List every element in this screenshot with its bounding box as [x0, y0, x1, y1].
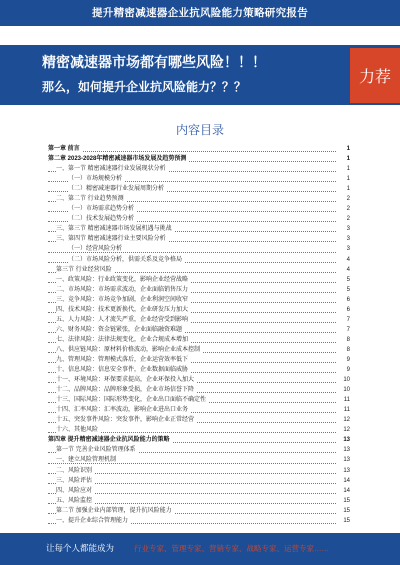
- toc-entry-label: 四、风险应对: [56, 487, 93, 494]
- toc-entry-page: 3: [336, 224, 350, 234]
- toc-entry-label: （二）市场风险分析，供需关系及竞争格局: [68, 256, 183, 263]
- toc-entry-page: 4: [336, 265, 350, 275]
- toc-entry-page: 2: [336, 194, 350, 204]
- toc-entry[interactable]: [48, 164, 350, 174]
- toc-entry-label: 第四章 提升精密减速器企业抗风险能力的策略: [48, 437, 170, 444]
- toc-entry-page: 11: [336, 395, 350, 405]
- toc-entry-label: 一、提升企业综合管理能力: [56, 517, 129, 524]
- toc-entry-label: 六、财务风险：资金链紧张，企业面临融资难题: [56, 326, 183, 333]
- toc-entry[interactable]: [48, 224, 350, 234]
- toc-entry[interactable]: [48, 415, 350, 425]
- toc-entry[interactable]: [48, 265, 350, 275]
- report-title-bar: [0, 0, 400, 26]
- toc-entry[interactable]: [48, 395, 350, 405]
- toc-heading: 内容目录: [175, 123, 224, 137]
- toc-entry-page: 14: [336, 486, 350, 496]
- toc-entry[interactable]: [48, 285, 350, 295]
- toc-entry[interactable]: [48, 365, 350, 375]
- toc-entry[interactable]: [48, 144, 350, 154]
- toc-entry-page: 8: [336, 335, 350, 345]
- toc-entry-page: 2: [336, 214, 350, 224]
- toc-entry-page: 13: [336, 445, 350, 455]
- toc-entry[interactable]: [48, 425, 350, 435]
- footer-slogan: 让每个人都能成为: [46, 543, 115, 553]
- toc-entry-page: 7: [336, 315, 350, 325]
- toc-entry-label: 三、第四节 精密减速器行业主要风险分析: [56, 236, 166, 243]
- toc-entry-label: 十一、环境风险：环保要求提高，企业环保投入加大: [56, 377, 195, 384]
- toc-entry-page: 1: [336, 144, 350, 154]
- toc-entry[interactable]: [48, 305, 350, 315]
- toc-entry-label: 十四、汇率风险：汇率波动，影响企业进出口业务: [56, 407, 189, 414]
- toc-entry[interactable]: [48, 496, 350, 506]
- toc-entry-label: 九、管理风险：管理模式落后，企业运营效率低下: [56, 356, 189, 363]
- toc-entry-label: （一）市场需求趋势分析: [68, 206, 135, 213]
- toc-entry-page: 13: [336, 435, 350, 445]
- toc-entry-label: 第二节 加强企业内部管理，提升抗风险能力: [56, 507, 172, 514]
- toc-entry[interactable]: [48, 204, 350, 214]
- toc-entry[interactable]: [48, 255, 350, 265]
- toc-dot-leader: [48, 151, 336, 152]
- toc-entry-page: 14: [336, 476, 350, 486]
- toc-entry-label: 十二、品牌风险：品牌形象受损，企业市场信誉下降: [56, 387, 195, 394]
- toc-entry-page: 1: [336, 174, 350, 184]
- toc-entry-label: （一）市场规模分析: [68, 176, 123, 183]
- toc-entry[interactable]: [48, 295, 350, 305]
- toc-entry[interactable]: [48, 194, 350, 204]
- toc-entry-label: 一、建立风险管理机制: [56, 457, 117, 464]
- toc-entry[interactable]: [48, 244, 350, 254]
- toc-entry[interactable]: [48, 435, 350, 445]
- toc-entry[interactable]: [48, 405, 350, 415]
- toc-entry[interactable]: [48, 486, 350, 496]
- toc-entry-label: 一、第一节 精密减速器行业发展现状分析: [56, 166, 166, 173]
- toc-entry-page: 3: [336, 234, 350, 244]
- toc-entry-label: 三、风险评估: [56, 477, 93, 484]
- toc-entry-label: 一、政策风险：行业政策变化，影响企业经营战略: [56, 276, 189, 283]
- footer-bar: [0, 533, 400, 565]
- toc-entry[interactable]: [48, 466, 350, 476]
- toc-entry[interactable]: [48, 315, 350, 325]
- toc-entry-page: 4: [336, 255, 350, 265]
- table-of-contents: [48, 144, 350, 526]
- toc-entry[interactable]: [48, 516, 350, 526]
- toc-entry-label: （一）经营风险分析: [68, 246, 123, 253]
- toc-entry-page: 6: [336, 295, 350, 305]
- toc-entry-label: 二、风险识别: [56, 467, 93, 474]
- toc-entry-label: （二）技术发展趋势分析: [68, 216, 135, 223]
- toc-entry-label: 十三、国际风险：国际形势变化，企业出口面临不确定性: [56, 397, 207, 404]
- toc-entry-page: 9: [336, 365, 350, 375]
- toc-entry-label: 第一节 完善企业风险管理体系: [56, 447, 136, 454]
- toc-entry[interactable]: [48, 174, 350, 184]
- toc-entry-page: 1: [336, 184, 350, 194]
- toc-entry-page: 9: [336, 355, 350, 365]
- hero-subheadline: 那么，如何提升企业抗风险能力？？？: [42, 80, 247, 94]
- toc-entry-page: 12: [336, 415, 350, 425]
- toc-entry-label: 三、竞争风险：市场竞争加剧，企业利润空间收窄: [56, 296, 189, 303]
- toc-entry-label: 五、人力风险：人才流失严重，企业经营受到影响: [56, 316, 189, 323]
- toc-entry[interactable]: [48, 445, 350, 455]
- toc-entry-page: 8: [336, 345, 350, 355]
- toc-entry-page: 7: [336, 325, 350, 335]
- toc-entry-page: 15: [336, 496, 350, 506]
- toc-entry[interactable]: [48, 234, 350, 244]
- toc-entry-label: 第二章 2023-2028年精密减速器市场发展及趋势预测: [48, 156, 187, 163]
- footer-expert-list: 行业专家、管理专家、营销专家、战略专家、运营专家……: [134, 544, 329, 553]
- toc-entry[interactable]: [48, 476, 350, 486]
- toc-entry-label: 十五、突发事件风险：突发事件，影响企业正常经营: [56, 417, 195, 424]
- toc-entry-page: 13: [336, 466, 350, 476]
- report-title: 提升精密减速器企业抗风险能力策略研究报告: [92, 7, 308, 19]
- toc-entry-page: 15: [336, 506, 350, 516]
- toc-entry-label: 五、风险监控: [56, 497, 93, 504]
- toc-entry[interactable]: [48, 335, 350, 345]
- toc-entry-page: 12: [336, 425, 350, 435]
- toc-entry-page: 1: [336, 154, 350, 164]
- toc-entry-label: 第三节 行业经营风险: [56, 266, 112, 273]
- toc-entry-label: 四、技术风险：技术更新换代，企业研发压力加大: [56, 306, 189, 313]
- toc-entry-page: 15: [336, 516, 350, 526]
- toc-entry[interactable]: [48, 506, 350, 516]
- toc-entry-label: 二、市场风险：市场需求波动，企业面临销售压力: [56, 286, 189, 293]
- toc-entry[interactable]: [48, 325, 350, 335]
- toc-entry[interactable]: [48, 345, 350, 355]
- toc-entry[interactable]: [48, 455, 350, 465]
- toc-entry[interactable]: [48, 184, 350, 194]
- toc-entry-page: 2: [336, 204, 350, 214]
- toc-entry-label: 三、第三节 精密减速器市场发展机遇与挑战: [56, 226, 172, 233]
- toc-entry-page: 10: [336, 385, 350, 395]
- recommend-badge: 力荐: [350, 48, 400, 103]
- toc-entry-page: 5: [336, 275, 350, 285]
- toc-entry-page: 13: [336, 455, 350, 465]
- toc-entry-page: 10: [336, 375, 350, 385]
- toc-entry[interactable]: [48, 154, 350, 164]
- toc-entry[interactable]: [48, 275, 350, 285]
- toc-entry-label: 十六、其他风险: [56, 427, 99, 434]
- toc-entry-page: 3: [336, 244, 350, 254]
- toc-entry-page: 6: [336, 305, 350, 315]
- toc-entry[interactable]: [48, 385, 350, 395]
- toc-entry[interactable]: [48, 214, 350, 224]
- toc-entry[interactable]: [48, 375, 350, 385]
- toc-entry-label: 二、第二节 行业趋势预测: [56, 196, 124, 203]
- toc-entry-label: 八、供应链风险：原材料价格波动，影响企业成本控制: [56, 346, 201, 353]
- hero-headline: 精密减速器市场都有哪些风险！！！: [42, 54, 266, 70]
- toc-entry-page: 11: [336, 405, 350, 415]
- toc-entry-label: 第一章 前言: [48, 146, 80, 152]
- toc-entry[interactable]: [48, 355, 350, 365]
- toc-entry-label: 十、信息风险：信息安全事件，企业数据面临威胁: [56, 367, 189, 374]
- hero-banner: [0, 45, 400, 105]
- toc-entry-page: 1: [336, 164, 350, 174]
- toc-entry-page: 5: [336, 285, 350, 295]
- toc-entry-label: （二）精密减速器行业发展周期分析: [68, 186, 165, 193]
- toc-entry-label: 七、法律风险：法律法规变化，企业合规成本增加: [56, 336, 189, 343]
